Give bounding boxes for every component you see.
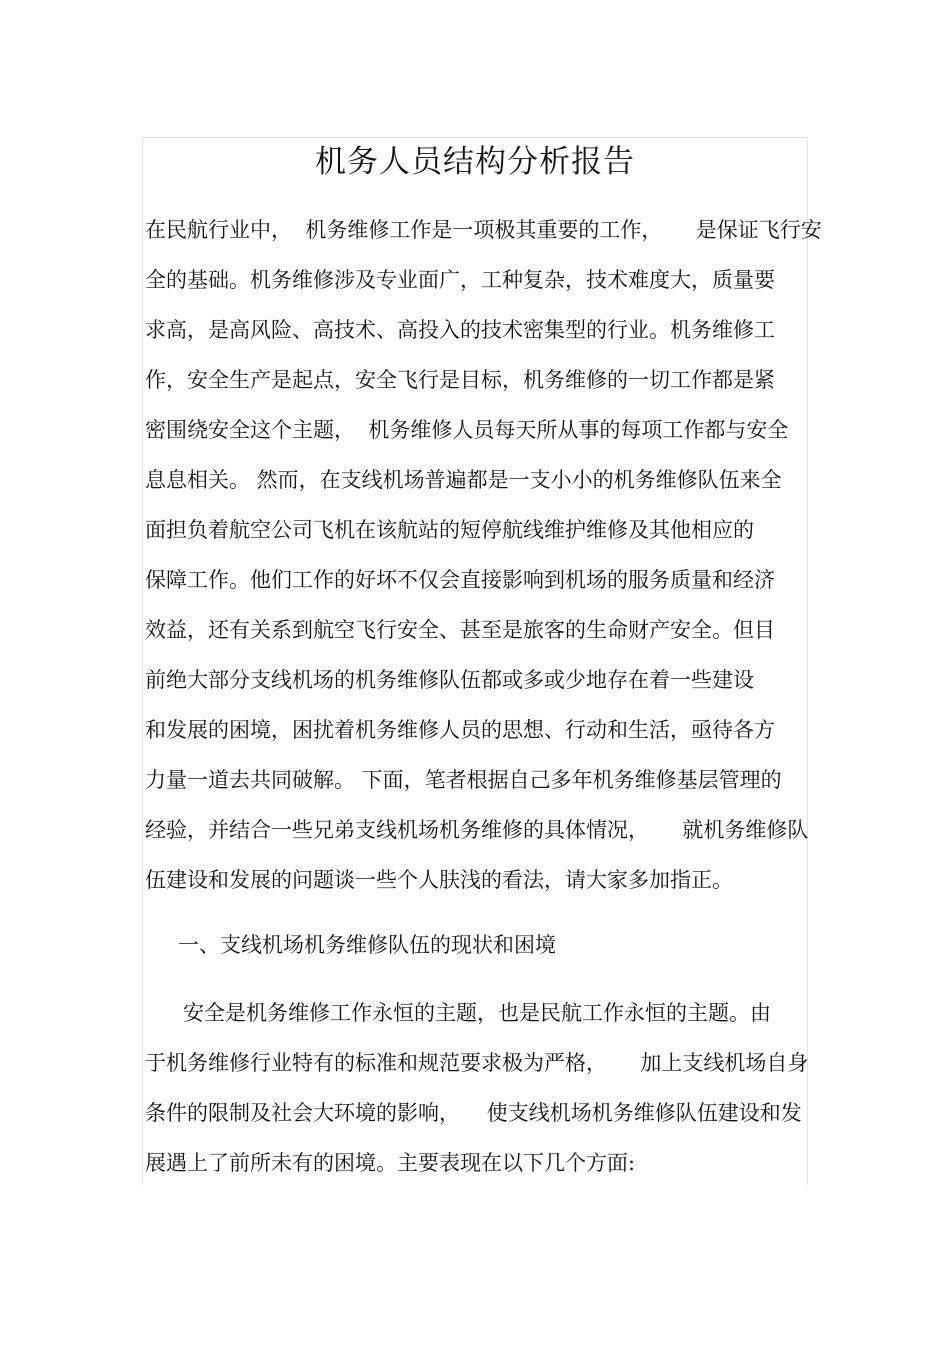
paragraph-line: 在民航行业中， 机务维修工作是一项极其重要的工作， 是保证飞行安 — [145, 218, 822, 242]
paragraph-line: 效益，还有关系到航空飞行安全、甚至是旅客的生命财产安全。但目 — [145, 618, 775, 642]
paragraph-line: 前绝大部分支线机场的机务维修队伍都或多或少地存在着一些建设 — [145, 668, 754, 692]
paragraph-line: 经验，并结合一些兄弟支线机场机务维修的具体情况， 就机务维修队 — [145, 818, 809, 842]
paragraph-line: 求高，是高风险、高技术、高投入的技术密集型的行业。机务维修工 — [145, 318, 775, 342]
paragraph-line: 息息相关。 然而，在支线机场普遍都是一支小小的机务维修队伍来全 — [145, 468, 782, 492]
paragraph-line: 作，安全生产是起点，安全飞行是目标，机务维修的一切工作都是紧 — [145, 368, 775, 392]
paragraph-line: 保障工作。他们工作的好坏不仅会直接影响到机场的服务质量和经济 — [145, 568, 775, 592]
paragraph-line: 展遇上了前所未有的困境。主要表现在以下几个方面: — [145, 1151, 636, 1175]
paragraph-line: 面担负着航空公司飞机在该航站的短停航线维护维修及其他相应的 — [145, 518, 754, 542]
paragraph-line: 伍建设和发展的问题谈一些个人肤浅的看法，请大家多加指正。 — [145, 868, 733, 892]
paragraph-line: 密围绕安全这个主题， 机务维修人员每天所从事的每项工作都与安全 — [145, 418, 789, 442]
paragraph-line: 安全是机务维修工作永恒的主题，也是民航工作永恒的主题。由 — [183, 1001, 771, 1025]
paragraph-line: 全的基础。机务维修涉及专业面广，工种复杂，技术难度大，质量要 — [145, 268, 775, 292]
document-title: 机务人员结构分析报告 — [315, 144, 635, 180]
page-frame-top-border — [142, 137, 808, 138]
paragraph-line: 和发展的困境，困扰着机务维修人员的思想、行动和生活，亟待各方 — [145, 718, 775, 742]
paragraph-line: 于机务维修行业特有的标准和规范要求极为严格， 加上支线机场自身 — [145, 1051, 809, 1075]
section-heading: 一、支线机场机务维修队伍的现状和困境 — [178, 933, 556, 957]
paragraph-line: 力量一道去共同破解。 下面，笔者根据自己多年机务维修基层管理的 — [145, 768, 782, 792]
page-frame-right-border — [807, 137, 808, 1185]
page-frame-left-border — [142, 137, 143, 1185]
paragraph-line: 条件的限制及社会大环境的影响， 使支线机场机务维修队伍建设和发 — [145, 1101, 802, 1125]
